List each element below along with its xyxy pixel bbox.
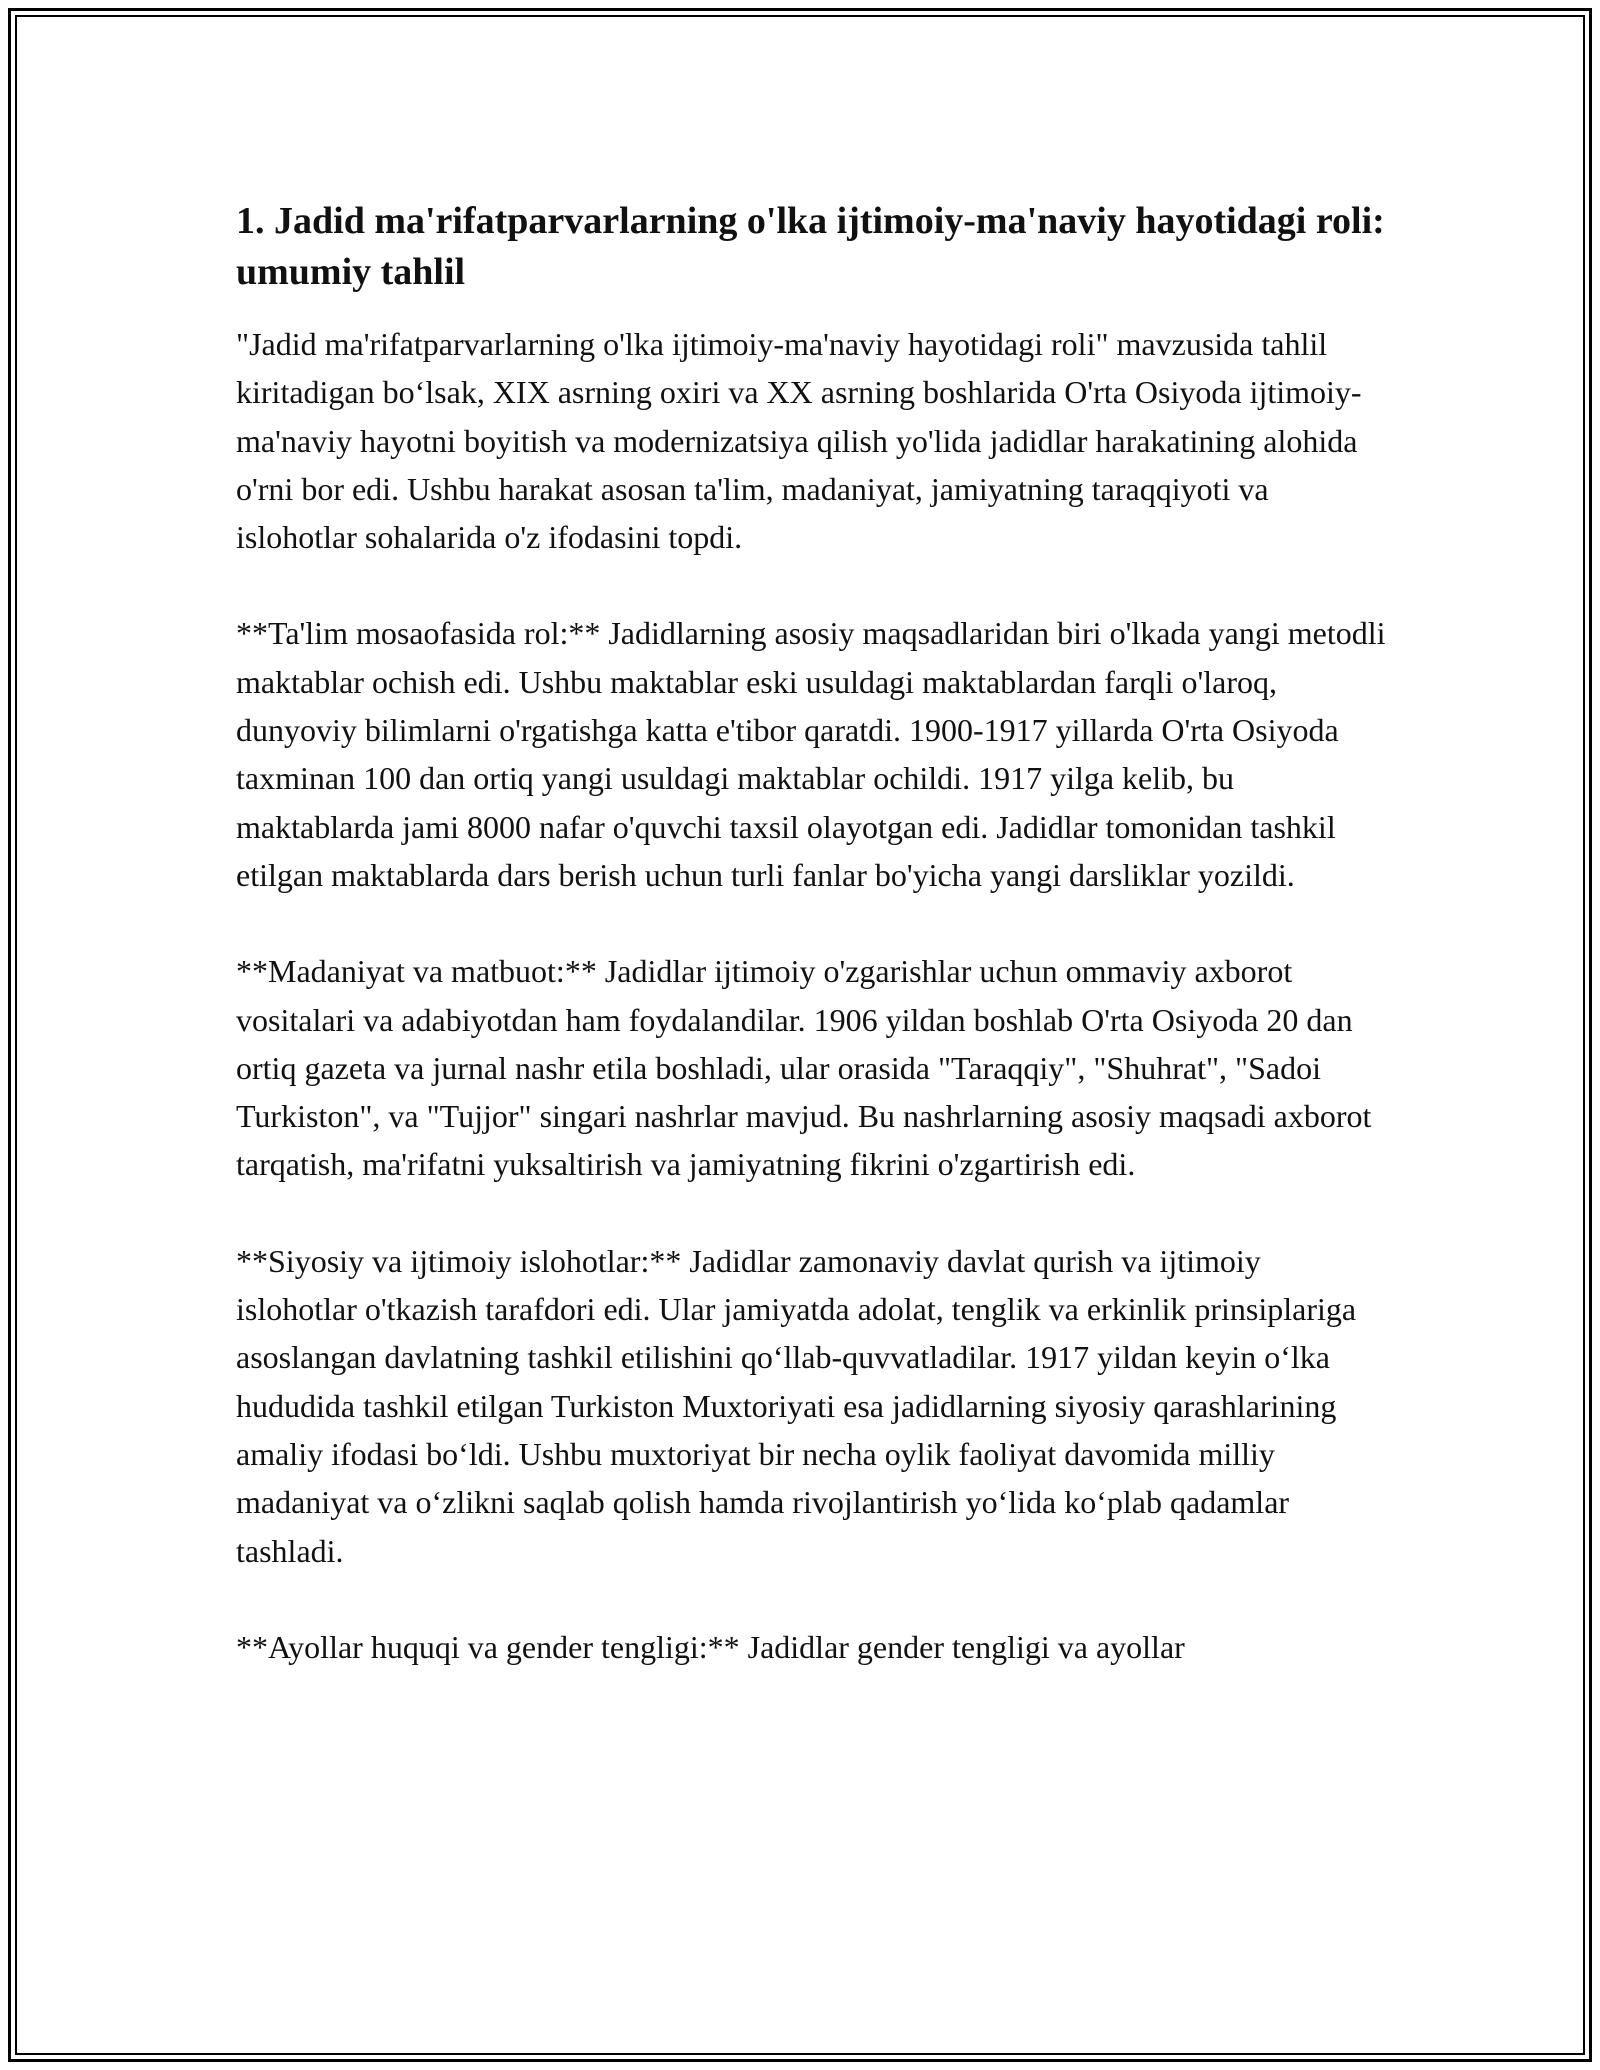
- paragraph-political-reforms: **Siyosiy va ijtimoiy islohotlar:** Jadidlar zamonaviy davlat qurish va ijtimoiy islohotlar o'tkazish tarafdori edi. Ular jamiyatda adolat, tenglik va erkinlik prinsiplariga asoslangan davlatning tashkil etilishini qo‘llab-quvvatladilar. 1917 yildan keyin o‘lka hududida tashkil etilgan Turkiston Muxtoriyati esa jadidlarning siyosiy qarashlarining amaliy ifodasi bo‘ldi. Ushbu muxtoriyat bir necha oylik faoliyat davomida milliy madaniyat va o‘zlikni saqlab qolish hamda rivojlantirish yo‘lida ko‘plab qadamlar tashladi.: [236, 1242, 1357, 1569]
- document-body: [236, 196, 1386, 1719]
- page-frame: [8, 8, 1592, 2062]
- paragraph-intro: "Jadid ma'rifatparvarlarning o'lka ijtimoiy-ma'naviy hayotidagi roli" mavzusida tahlil kiritadigan bo‘lsak, XIX asrning oxiri va XX asrning boshlarida O'rta Osiyoda ijtimoiy-ma'naviy hayotni boyitish va modernizatsiya qilish yo'lida jadidlar harakatining alohida o'rni bor edi. Ushbu harakat asosan ta'lim, madaniyat, jamiyatning taraqqiyoti va islohotlar sohalarida o'z ifodasini topdi.: [236, 326, 1362, 556]
- page-inner-border: [15, 15, 1585, 2055]
- paragraph-education: **Ta'lim mosaofasida rol:** Jadidlarning asosiy maqsadlaridan biri o'lkada yangi metodli maktablar ochish edi. Ushbu maktablar eski usuldagi maktablardan farqli o'laroq, dunyoviy bilimlarni o'rgatishga katta e'tibor qaratdi. 1900-1917 yillarda O'rta Osiyoda taxminan 100 dan ortiq yangi usuldagi maktablar ochildi. 1917 yilga kelib, bu maktablarda jami 8000 nafar o'quvchi taxsil olayotgan edi. Jadidlar tomonidan tashkil etilgan maktablarda dars berish uchun turli fanlar bo'yicha yangi darsliklar yozildi.: [236, 615, 1386, 893]
- section-heading: 1. Jadid ma'rifatparvarlarning o'lka ijtimoiy-ma'naviy hayotidagi roli: umumiy tahlil: [236, 200, 1385, 293]
- paragraph-women-rights: **Ayollar huquqi va gender tengligi:** Jadidlar gender tengligi va ayollar: [236, 1628, 1185, 1665]
- paragraph-culture-press: **Madaniyat va matbuot:** Jadidlar ijtimoiy o'zgarishlar uchun ommaviy axborot vositalari va adabiyotdan ham foydalandilar. 1906 yildan boshlab O'rta Osiyoda 20 dan ortiq gazeta va jurnal nashr etila boshladi, ular orasida "Taraqqiy", "Shuhrat", "Sadoi Turkiston", va "Tujjor" singari nashrlar mavjud. Bu nashrlarning asosiy maqsadi axborot tarqatish, ma'rifatni yuksaltirish va jamiyatning fikrini o'zgartirish edi.: [236, 953, 1372, 1183]
